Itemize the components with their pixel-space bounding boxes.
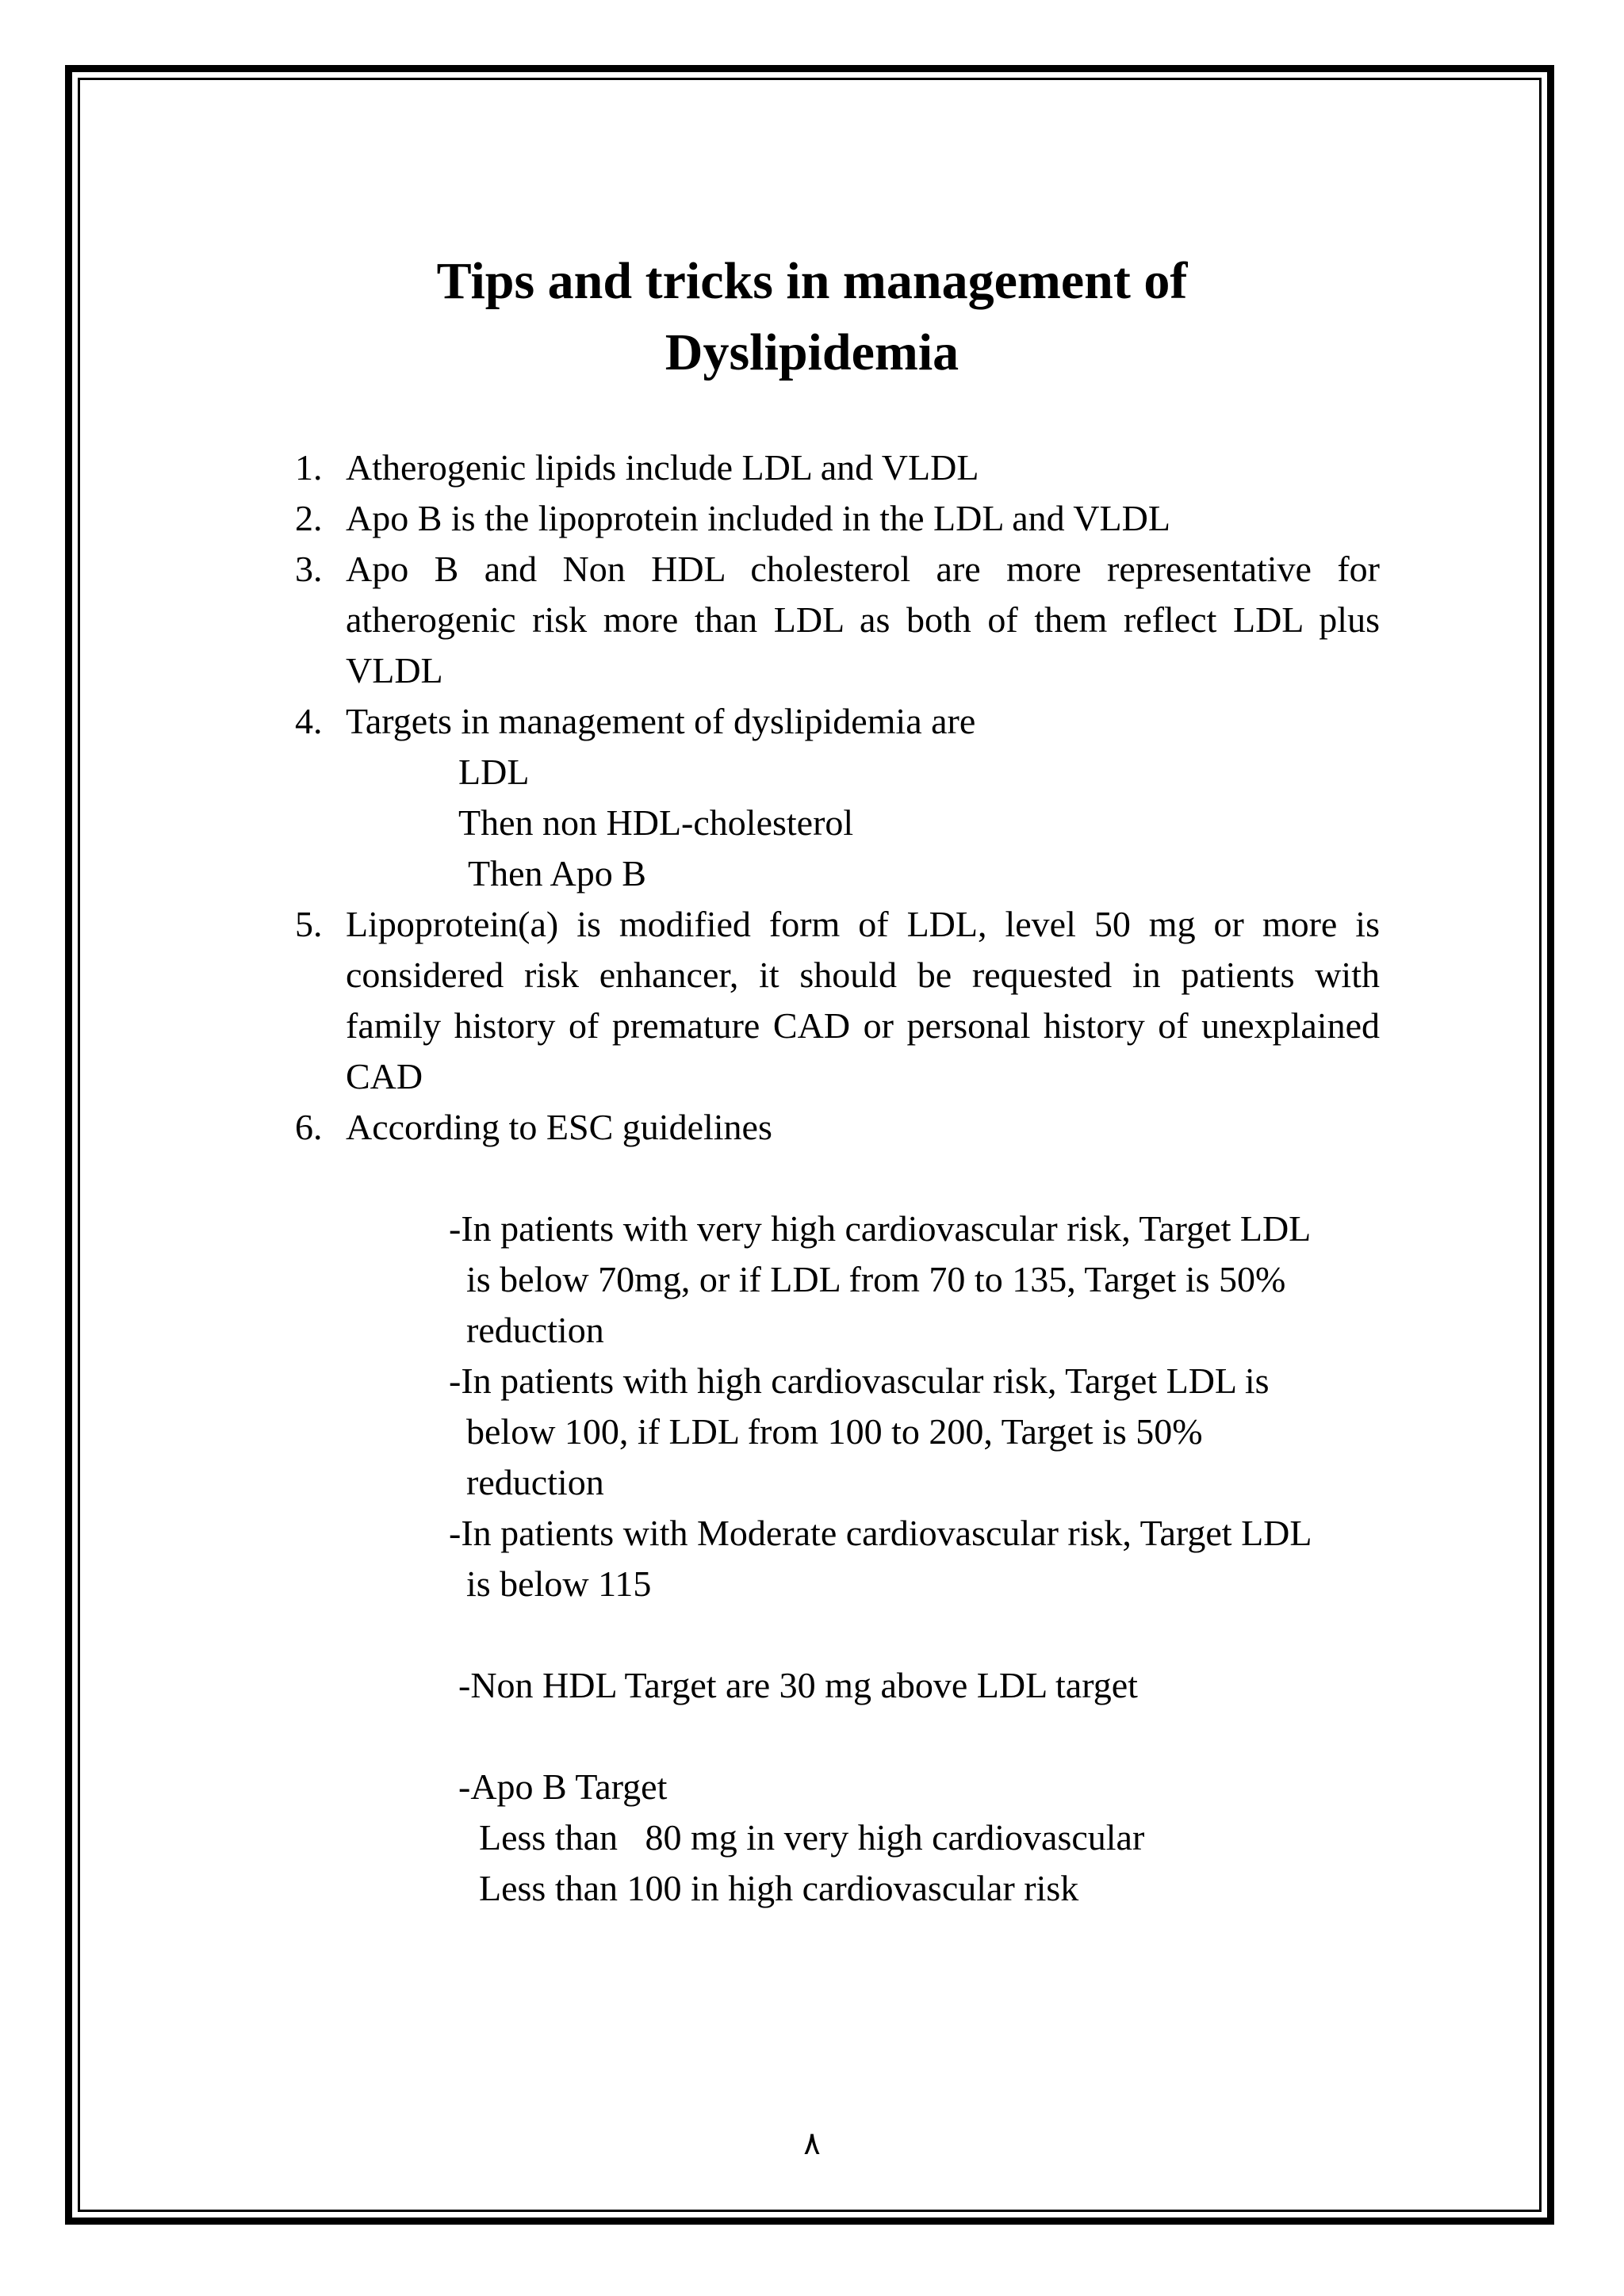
target-non-hdl: Then non HDL-cholesterol xyxy=(458,802,854,843)
list-item-6 xyxy=(295,1102,1380,1153)
list-text: According to ESC guidelines xyxy=(346,1107,772,1147)
apo-b-line: Less than 80 mg in very high cardiovascular xyxy=(479,1817,1145,1858)
list-number: 5. xyxy=(295,904,323,944)
esc-line: -In patients with very high cardiovascular risk, Target LDL xyxy=(449,1208,1312,1249)
list-text: Apo B is the lipoprotein included in the LDL and VLDL xyxy=(346,498,1170,538)
esc-high-risk xyxy=(449,1356,1270,1508)
list-item-4 xyxy=(295,696,1380,747)
list-text: Lipoprotein(a) is modified form of LDL, level 50 mg or more is considered risk enhancer, it should be requested in patients with family history of premature CAD or personal history of unexplained CAD xyxy=(346,904,1380,1096)
target-apo-b: Then Apo B xyxy=(468,853,646,894)
esc-moderate-risk xyxy=(449,1508,1312,1609)
list-text: Targets in management of dyslipidemia are xyxy=(346,701,976,741)
target-ldl: LDL xyxy=(458,752,530,792)
esc-line: below 100, if LDL from 100 to 200, Target is 50% xyxy=(466,1411,1203,1452)
list-number: 2. xyxy=(295,498,323,538)
esc-line: -In patients with Moderate cardiovascular risk, Target LDL xyxy=(449,1513,1312,1553)
list-text: Apo B and Non HDL cholesterol are more representative for atherogenic risk more than LDL as both of them reflect LDL plus VLDL xyxy=(346,549,1380,691)
page-title-line-2: Dyslipidemia xyxy=(665,323,959,381)
esc-line: reduction xyxy=(466,1462,604,1502)
list-number: 3. xyxy=(295,549,323,589)
list-number: 6. xyxy=(295,1107,323,1147)
list-item-3 xyxy=(295,544,1380,696)
esc-line: reduction xyxy=(466,1310,604,1350)
list-number: 4. xyxy=(295,701,323,741)
page-title-line-1: Tips and tricks in management of xyxy=(436,252,1188,310)
esc-line: is below 70mg, or if LDL from 70 to 135, Target is 50% xyxy=(466,1259,1286,1299)
esc-line: is below 115 xyxy=(466,1563,652,1604)
page-number: ٨ xyxy=(803,2126,821,2161)
non-hdl-target: -Non HDL Target are 30 mg above LDL target xyxy=(458,1665,1138,1705)
list-number: 1. xyxy=(295,447,323,488)
list-text: Atherogenic lipids include LDL and VLDL xyxy=(346,447,979,488)
esc-very-high-risk xyxy=(449,1203,1311,1356)
apo-b-line: Less than 100 in high cardiovascular risk xyxy=(479,1868,1079,1908)
apo-b-title: -Apo B Target xyxy=(458,1766,668,1807)
esc-line: -In patients with high cardiovascular risk, Target LDL is xyxy=(449,1360,1270,1401)
apo-b-target xyxy=(458,1762,1144,1914)
list-item-5 xyxy=(295,899,1380,1102)
list-item-2 xyxy=(295,493,1380,544)
list-item-1 xyxy=(295,442,1380,493)
